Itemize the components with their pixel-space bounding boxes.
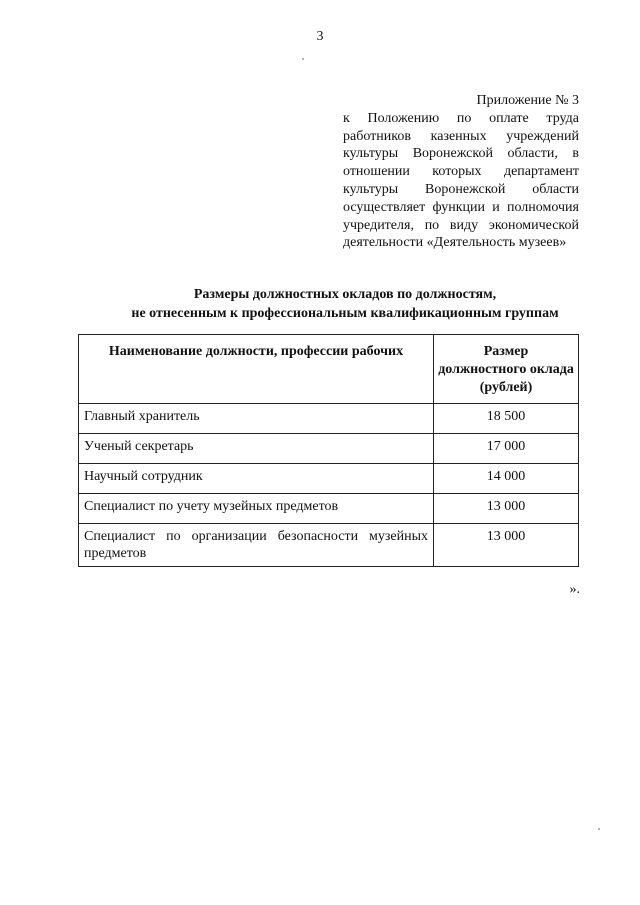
table-row [79, 404, 579, 434]
document-heading [100, 285, 590, 323]
position-name: Ученый секретарь [79, 434, 434, 464]
table-row [79, 524, 579, 567]
table-header-row [79, 335, 579, 404]
table-row [79, 494, 579, 524]
table-row [79, 464, 579, 494]
salary-table [78, 334, 579, 567]
page-number: 3 [316, 29, 324, 44]
table-row [79, 434, 579, 464]
header-salary: Размер должностного оклада (рублей) [434, 335, 579, 404]
position-name: Специалист по учету музейных предметов [79, 494, 434, 524]
appendix-title: Приложение № 3 [476, 93, 579, 108]
salary-value: 14 000 [434, 464, 579, 494]
position-name: Специалист по организации безопасности музейных предметов [79, 524, 434, 567]
position-name: Главный хранитель [79, 404, 434, 434]
closing-quote-mark: ». [569, 582, 580, 597]
salary-value: 18 500 [434, 404, 579, 434]
appendix-block [343, 92, 579, 252]
appendix-text: к Положению по оплате труда работников казенных учреждений культуры Воронежской области, в отношении которых департамент культуры Воронежской области осуществляет функции и полномочия учредителя, по виду экономической деятельности «Деятельность музеев» [343, 110, 579, 251]
header-position-name: Наименование должности, профессии рабочих [79, 335, 434, 404]
salary-value: 17 000 [434, 434, 579, 464]
heading-line-2: не отнесенным к профессиональным квалификационным группам [131, 306, 559, 321]
salary-value: 13 000 [434, 524, 579, 567]
scan-speck [302, 58, 304, 60]
heading-line-1: Размеры должностных окладов по должностям, [193, 287, 497, 302]
scan-speck [598, 828, 600, 830]
salary-value: 13 000 [434, 494, 579, 524]
position-name: Научный сотрудник [79, 464, 434, 494]
